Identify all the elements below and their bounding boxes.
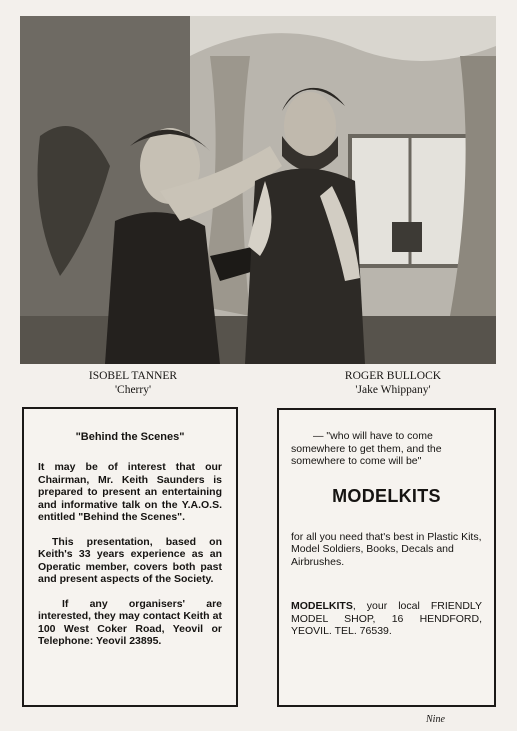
paragraph-2: This presentation, based on Keith's 33 years experience as an Operatic member, covers both past and present aspects of the Society. <box>38 535 222 585</box>
ad-shop-info <box>291 600 482 638</box>
modelkits-ad-box <box>277 408 496 707</box>
behind-the-scenes-box <box>22 407 238 707</box>
caption-name: ROGER BULLOCK <box>344 370 442 382</box>
ad-shop-brand: MODELKITS <box>291 600 353 612</box>
ad-quote: — "who will have to come somewhere to get them, and the somewhere to come will be" <box>291 430 442 467</box>
paragraph-1: It may be of interest that our Chairman, Mr. Keith Saunders is prepared to present an entertaining and informative talk on the Y.A.O.S. entitled "Behind the Scenes". <box>38 461 222 523</box>
stage-photo <box>20 16 496 364</box>
caption-role: 'Jake Whippany' <box>355 384 431 396</box>
caption-roger <box>318 369 468 397</box>
caption-name: ISOBEL TANNER <box>88 370 178 382</box>
page-number: Nine <box>426 714 445 725</box>
ad-shop-address: , your local FRIENDLY MODEL SHOP, 16 HENDFORD, YEOVIL. TEL. 76539. <box>291 600 482 637</box>
ad-body: for all you need that's best in Plastic Kits, Model Soldiers, Books, Decals and Airbrushes. <box>291 530 482 568</box>
caption-role: 'Cherry' <box>114 384 152 396</box>
box-heading: "Behind the Scenes" <box>75 431 185 443</box>
ad-brand: MODELKITS <box>332 485 441 506</box>
caption-isobel <box>78 369 188 397</box>
paragraph-3: If any organisers' are interested, they may contact Keith at 100 West Coker Road, Yeovil or Telephone: Yeovil 23895. <box>38 597 222 647</box>
